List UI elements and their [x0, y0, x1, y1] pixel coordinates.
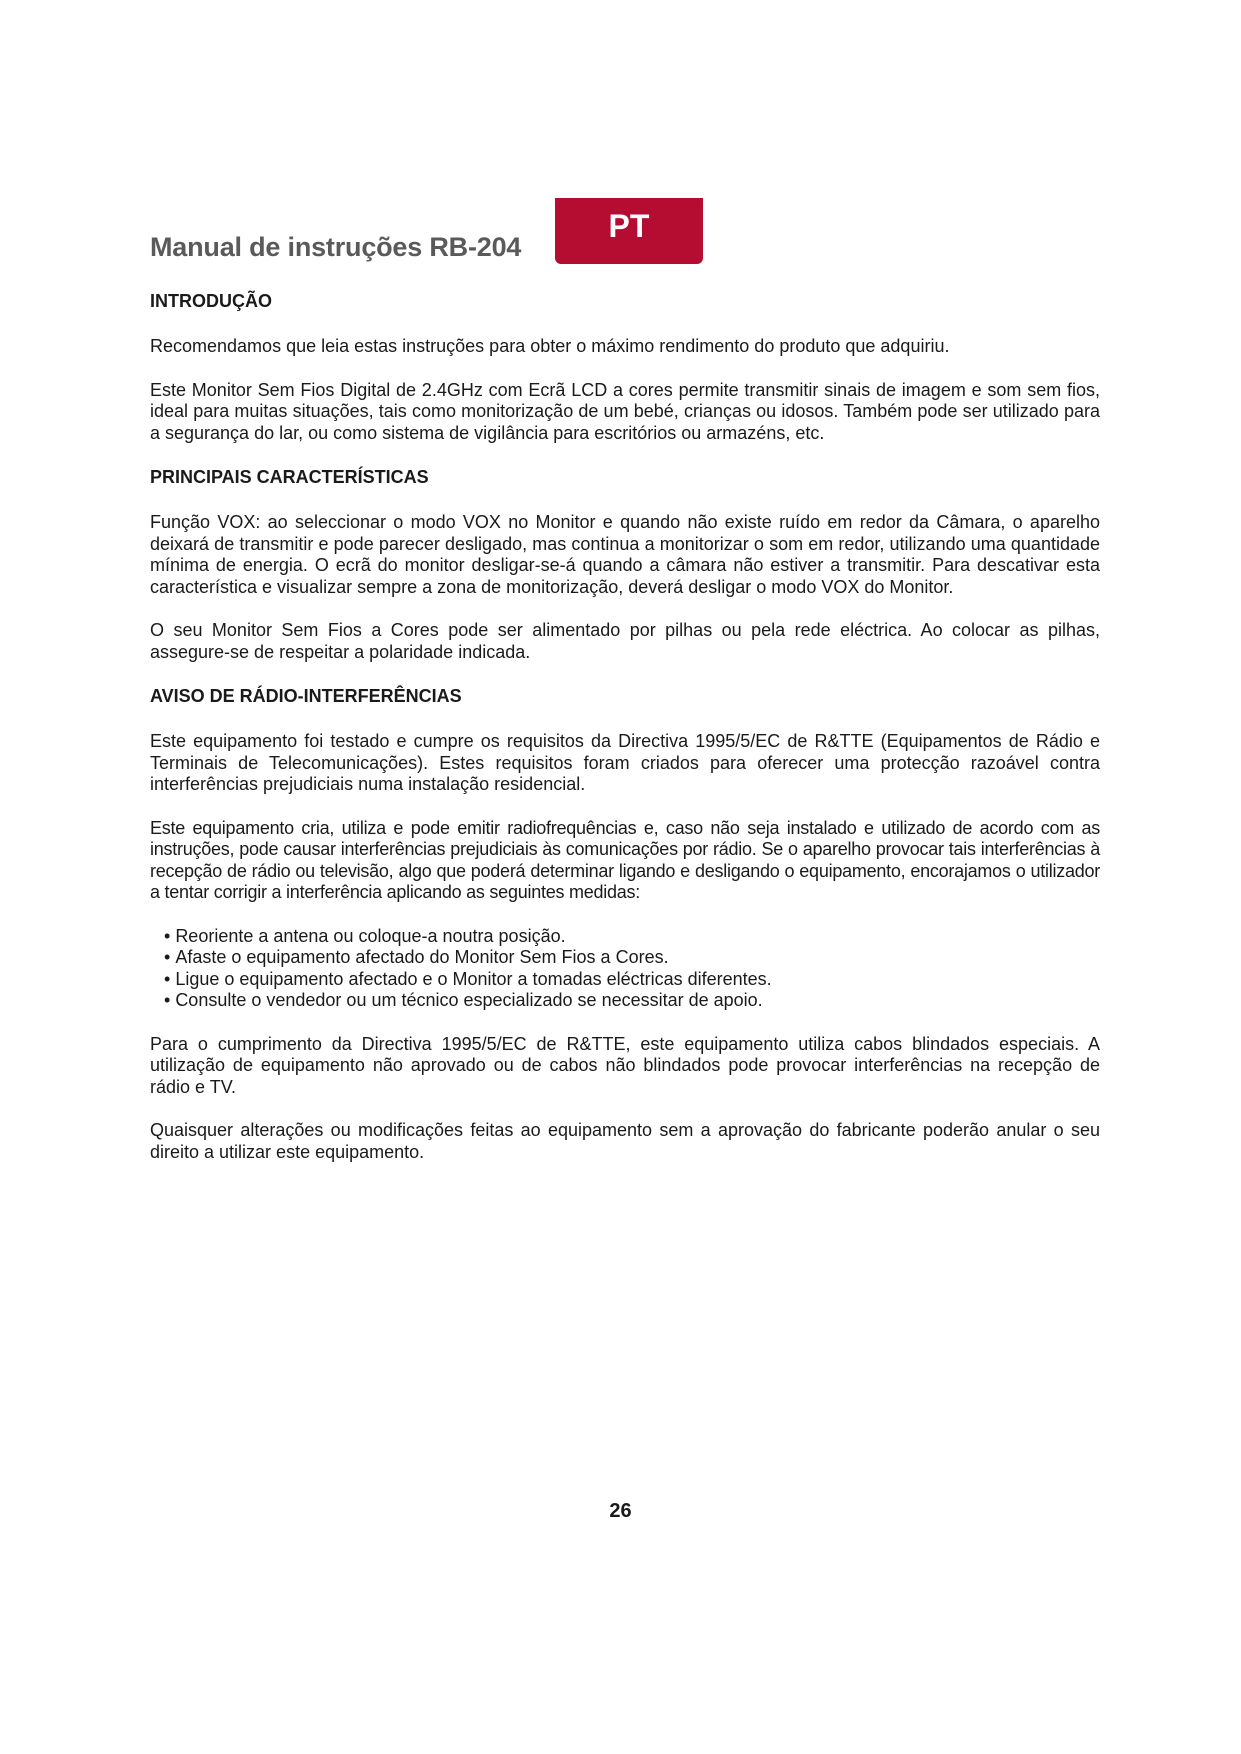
- list-item: • Ligue o equipamento afectado e o Monitor a tomadas eléctricas diferentes.: [164, 969, 1100, 991]
- radio-paragraph-1: Este equipamento foi testado e cumpre os requisitos da Directiva 1995/5/EC de R&TTE (Equipamentos de Rádio e Terminais de Telecomunicações). Estes requisitos foram criados para oferecer uma protecção razoável contra interferências prejudiciais numa instalação residencial.: [150, 731, 1100, 794]
- list-item: • Consulte o vendedor ou um técnico especializado se necessitar de apoio.: [164, 990, 1100, 1012]
- intro-paragraph-2: Este Monitor Sem Fios Digital de 2.4GHz com Ecrã LCD a cores permite transmitir sinais de imagem e som sem fios, ideal para muitas situações, tais como monitorização de um bebé, crianças ou idosos. Também pode ser utilizado para a segurança do lar, ou como sistema de vigilância para escritórios ou armazéns, etc.: [150, 379, 1100, 443]
- features-paragraph-1: Função VOX: ao seleccionar o modo VOX no Monitor e quando não existe ruído em redor da Câmara, o aparelho deixará de transmitir e pode parecer desligado, mas continua a monitorizar o som em redor, utilizando uma quantidade mínima de energia. O ecrã do monitor desligar-se-á quando a câmara não estiver a transmitir. Para descativar esta característica e visualizar sempre a zona de monitorização, deverá desligar o modo VOX do Monitor.: [150, 512, 1100, 597]
- radio-closing-paragraph-1: Para o cumprimento da Directiva 1995/5/EC de R&TTE, este equipamento utiliza cabos blindados especiais. A utilização de equipamento não aprovado ou de cabos não blindados pode provocar interferências na recepção de rádio e TV.: [150, 1033, 1100, 1097]
- list-item: • Reoriente a antena ou coloque-a noutra posição.: [164, 926, 1100, 948]
- page-number: 26: [609, 1500, 632, 1522]
- page-header: [150, 198, 1100, 268]
- page-content: [150, 290, 1100, 1185]
- document-title: Manual de instruções RB-204: [150, 232, 522, 262]
- section-heading-intro: INTRODUÇÃO: [150, 291, 272, 311]
- list-item: • Afaste o equipamento afectado do Monitor Sem Fios a Cores.: [164, 947, 1100, 969]
- section-heading-radio: AVISO DE RÁDIO-INTERFERÊNCIAS: [150, 686, 462, 706]
- interference-measures-list: [150, 926, 1100, 1012]
- section-heading-features: PRINCIPAIS CARACTERÍSTICAS: [150, 467, 429, 487]
- language-tab: PT: [555, 198, 703, 264]
- intro-paragraph-1: Recomendamos que leia estas instruções para obter o máximo rendimento do produto que adquiriu.: [150, 336, 950, 356]
- radio-paragraph-2: Este equipamento cria, utiliza e pode emitir radiofrequências e, caso não seja instalado e utilizado de acordo com as instruções, pode causar interferências prejudiciais às comunicações por rádio. Se o aparelho provocar tais interferências à recepção de rádio ou televisão, algo que poderá determinar ligando e desligando o equipamento, encorajamos o utilizador a tentar corrigir a interferência aplicando as seguintes medidas:: [150, 817, 1100, 902]
- features-paragraph-2: O seu Monitor Sem Fios a Cores pode ser alimentado por pilhas ou pela rede eléctrica. Ao colocar as pilhas, assegure-se de respeitar a polaridade indicada.: [150, 620, 1100, 662]
- radio-closing-paragraph-2: Quaisquer alterações ou modificações feitas ao equipamento sem a aprovação do fabricante poderão anular o seu direito a utilizar este equipamento.: [150, 1120, 1100, 1162]
